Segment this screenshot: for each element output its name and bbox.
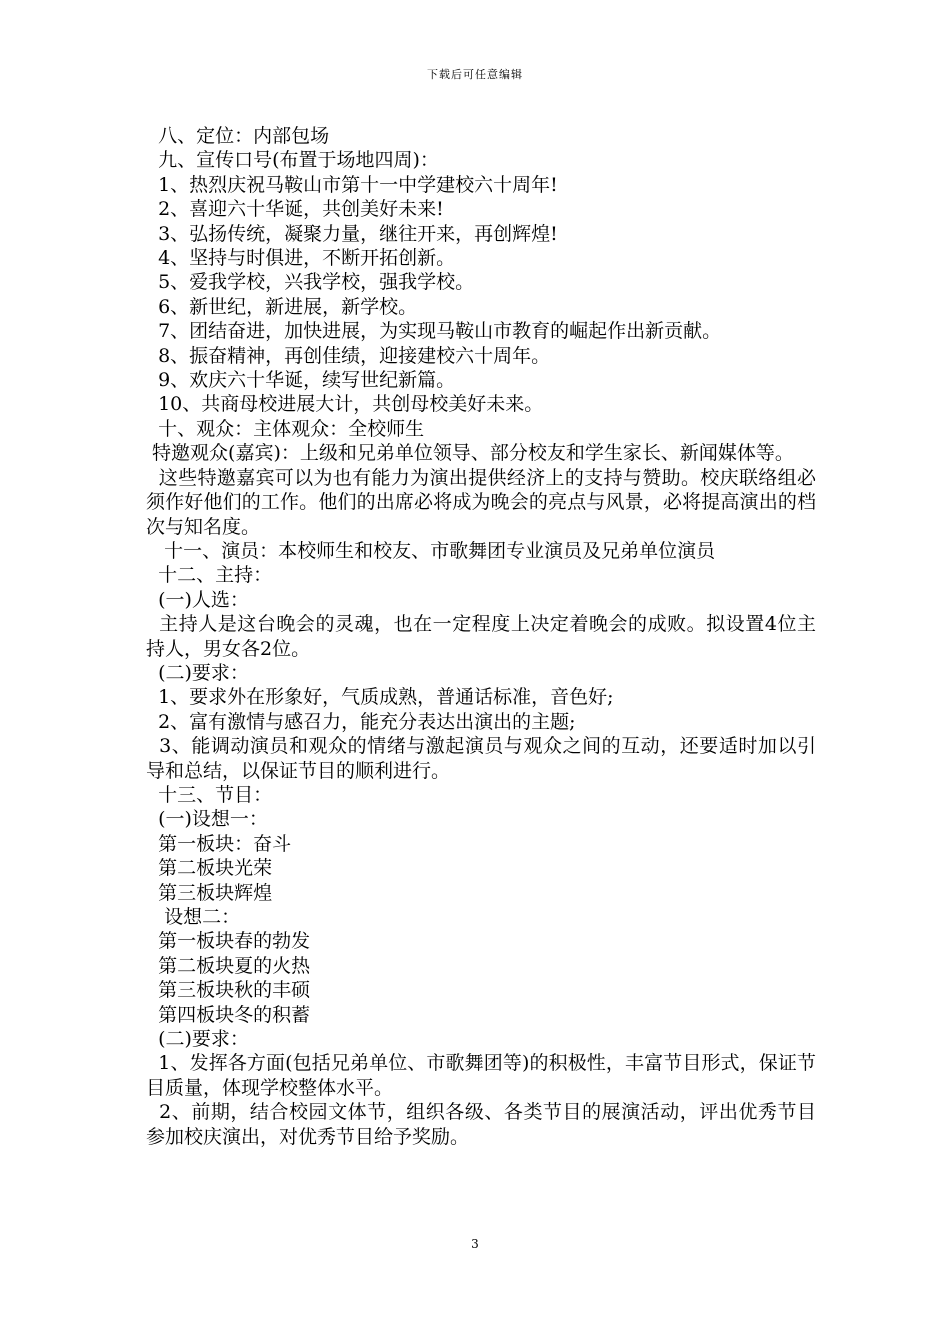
text-line: 第四板块冬的积蓄 <box>146 1003 311 1026</box>
text-line: 第三板块辉煌 <box>146 881 273 904</box>
paragraph-requirement-3: 3、能调动演员和观众的情绪与激起演员与观众之间的互动，还要适时加以引导和总结，以保证节目的顺利进行。 <box>146 735 816 782</box>
page-header: 下载后可任意编辑 <box>427 68 523 81</box>
text-line: 1、热烈庆祝马鞍山市第十一中学建校六十周年! <box>146 173 558 196</box>
paragraph-host: 主持人是这台晚会的灵魂，也在一定程度上决定着晚会的成败。拟设置4位主持人，男女各2位。 <box>146 613 816 660</box>
text-line: 第三板块秋的丰硕 <box>146 979 311 1002</box>
text-line: 十、观众：主体观众：全校师生 <box>146 417 425 440</box>
paragraph-program-2: 2、前期，结合校园文体节，组织各级、各类节目的展演活动，评出优秀节目参加校庆演出，对优秀节目给予奖励。 <box>146 1101 816 1148</box>
text-line: 第二板块夏的火热 <box>146 954 311 977</box>
text-line: 6、新世纪，新进展，新学校。 <box>146 295 418 318</box>
text-line: (一)设想一： <box>146 808 268 831</box>
text-line: 9、欢庆六十华诞，续写世纪新篇。 <box>146 369 456 392</box>
text-line: 5、爱我学校，兴我学校，强我学校。 <box>146 271 475 294</box>
text-line: 7、团结奋进，加快进展，为实现马鞍山市教育的崛起作出新贡献。 <box>146 320 722 343</box>
text-line: 十二、主持： <box>146 564 273 587</box>
text-line: 设想二： <box>146 906 241 928</box>
paragraph-guests: 特邀观众(嘉宾)：上级和兄弟单位领导、部分校友和学生家长、新闻媒体等。 <box>146 442 794 465</box>
text-line: 4、坚持与时俱进，不断开拓创新。 <box>146 247 456 270</box>
page-number: 3 <box>471 1237 479 1251</box>
text-line: 1、要求外在形象好，气质成熟，普通话标准，音色好; <box>146 686 614 709</box>
text-line: 十三、节目： <box>146 783 273 806</box>
text-line: 8、振奋精神，再创佳绩，迎接建校六十周年。 <box>146 344 551 367</box>
text-line: 3、弘扬传统，凝聚力量，继往开来，再创辉煌! <box>146 222 558 245</box>
text-line: 八、定位：内部包场 <box>146 125 330 147</box>
text-line: 2、喜迎六十华诞，共创美好未来! <box>146 198 444 221</box>
paragraph-sponsor: 这些特邀嘉宾可以为也有能力为演出提供经济上的支持与赞助。校庆联络组必须作好他们的工作。他们的出席必将成为晚会的亮点与风景，必将提高演出的档次与知名度。 <box>146 466 816 538</box>
text-line: 第一板块：奋斗 <box>146 832 292 855</box>
paragraph-actors: 十一、演员：本校师生和校友、市歌舞团专业演员及兄弟单位演员 <box>146 539 716 562</box>
text-line: 第一板块春的勃发 <box>146 930 311 953</box>
text-line: (二)要求： <box>146 1028 249 1051</box>
document-body <box>146 124 816 1149</box>
text-line: 2、富有激情与感召力，能充分表达出演出的主题; <box>146 710 576 733</box>
text-line: 10、共商母校进展大计，共创母校美好未来。 <box>146 393 544 416</box>
text-line: 第二板块光荣 <box>146 857 273 880</box>
text-line: (二)要求： <box>146 661 249 684</box>
text-line: (一)人选： <box>146 588 249 611</box>
text-line: 九、宣传口号(布置于场地四周)： <box>146 149 439 172</box>
paragraph-program-1: 1、发挥各方面(包括兄弟单位、市歌舞团等)的积极性，丰富节目形式，保证节目质量，体现学校整体水平。 <box>146 1052 816 1099</box>
